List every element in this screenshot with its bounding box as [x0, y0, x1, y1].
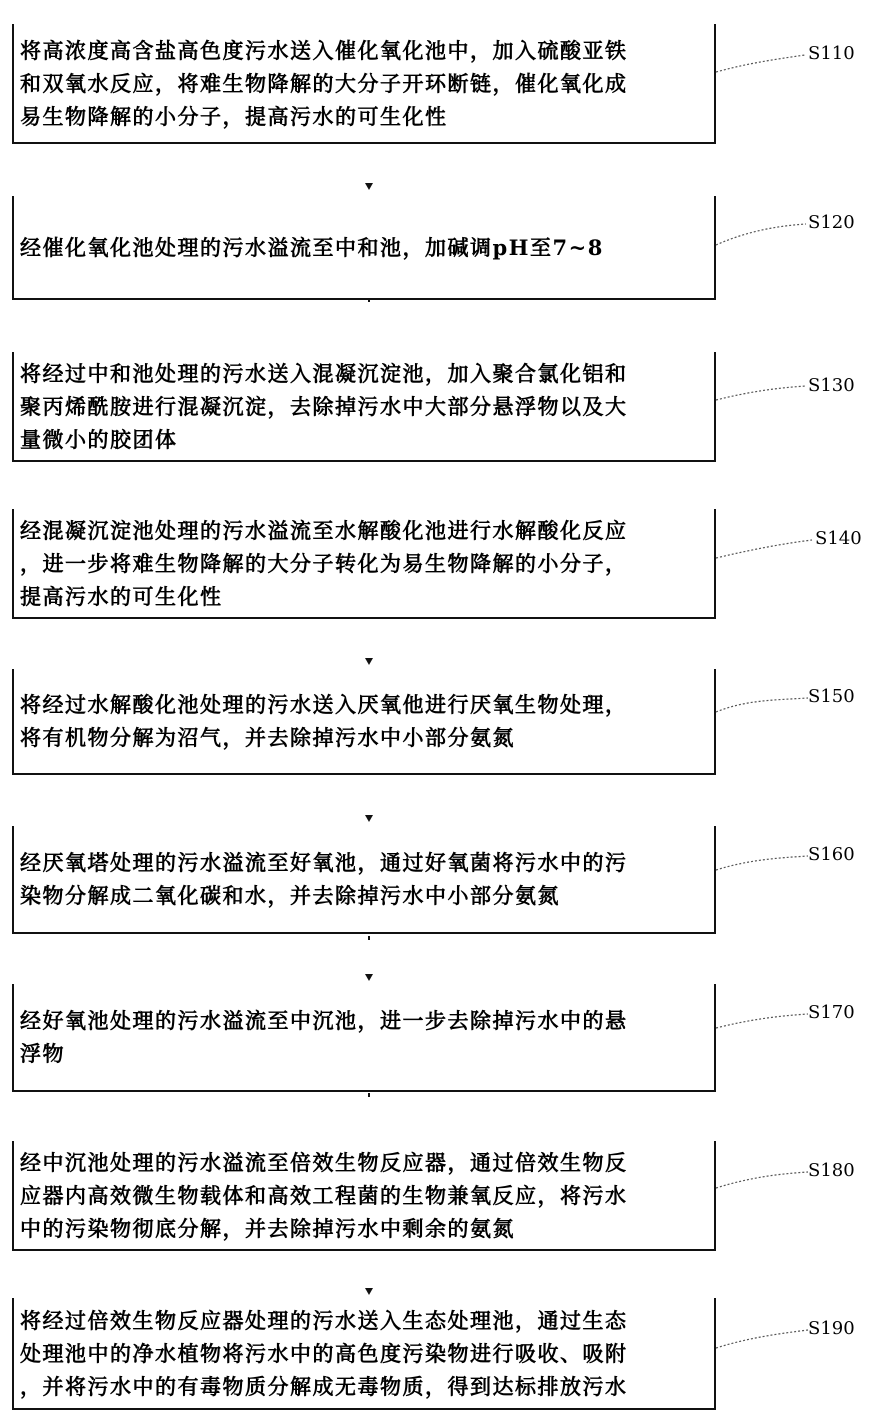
arrow-down-icon: [365, 974, 373, 981]
step-label-s130: S130: [808, 375, 855, 396]
leader-line-s180: [716, 1172, 808, 1188]
step-text-s160: 经厌氧塔处理的污水溢流至好氧池，通过好氧菌将污水中的污 染物分解成二氧化碳和水，并去除掉污水中小部分氨氮: [20, 850, 628, 908]
step-label-s110: S110: [808, 43, 855, 64]
step-text-s190: 将经过倍效生物反应器处理的污水送入生态处理池，通过生态 处理池中的净水植物将污水中的高色度污染物进行吸收、吸附 ，并将污水中的有毒物质分解成无毒物质，得到达标排放污水: [20, 1307, 628, 1399]
leader-line-s150: [716, 698, 808, 712]
step-label-s180: S180: [808, 1160, 855, 1181]
step-label-s150: S150: [808, 686, 855, 707]
step-text-s110: 将高浓度高含盐高色度污水送入催化氧化池中，加入硫酸亚铁 和双氧水反应，将难生物降解的大分子开环断链，催化氧化成 易生物降解的小分子，提高污水的可生化性: [20, 37, 628, 129]
step-text-s120: 经催化氧化池处理的污水溢流至中和池，加碱调pH至7~8: [20, 234, 604, 260]
step-text-s170: 经好氧池处理的污水溢流至中沉池，进一步去除掉污水中的悬 浮物: [20, 1008, 628, 1066]
leader-line-s160: [716, 856, 808, 870]
step-text-s130: 将经过中和池处理的污水送入混凝沉淀池，加入聚合氯化铝和 聚丙烯酰胺进行混凝沉淀，去除掉污水中大部分悬浮物以及大 量微小的胶团体: [20, 360, 628, 452]
arrow-down-icon: [365, 183, 373, 190]
step-label-s190: S190: [808, 1318, 855, 1339]
step-label-s140: S140: [815, 528, 862, 549]
leader-line-s170: [716, 1014, 808, 1028]
leader-line-s140: [716, 540, 812, 558]
arrow-down-icon: [365, 1288, 373, 1295]
leader-line-s190: [716, 1330, 808, 1348]
leader-line-s110: [716, 55, 805, 72]
arrow-down-icon: [365, 815, 373, 822]
step-text-s140: 经混凝沉淀池处理的污水溢流至水解酸化池进行水解酸化反应 ，进一步将难生物降解的大分子转化为易生物降解的小分子， 提高污水的可生化性: [20, 517, 628, 609]
leader-line-s120: [716, 224, 806, 245]
step-label-s170: S170: [808, 1002, 855, 1023]
step-text-s180: 经中沉池处理的污水溢流至倍效生物反应器，通过倍效生物反 应器内高效微生物载体和高效工程菌的生物兼氧反应，将污水 中的污染物彻底分解，并去除掉污水中剩余的氨氮: [20, 1149, 628, 1241]
step-label-s120: S120: [808, 212, 855, 233]
leader-line-s130: [716, 386, 806, 400]
arrow-down-icon: [365, 658, 373, 665]
step-text-s150: 将经过水解酸化池处理的污水送入厌氧他进行厌氧生物处理， 将有机物分解为沼气，并去除掉污水中小部分氨氮: [20, 692, 628, 750]
step-label-s160: S160: [808, 844, 855, 865]
